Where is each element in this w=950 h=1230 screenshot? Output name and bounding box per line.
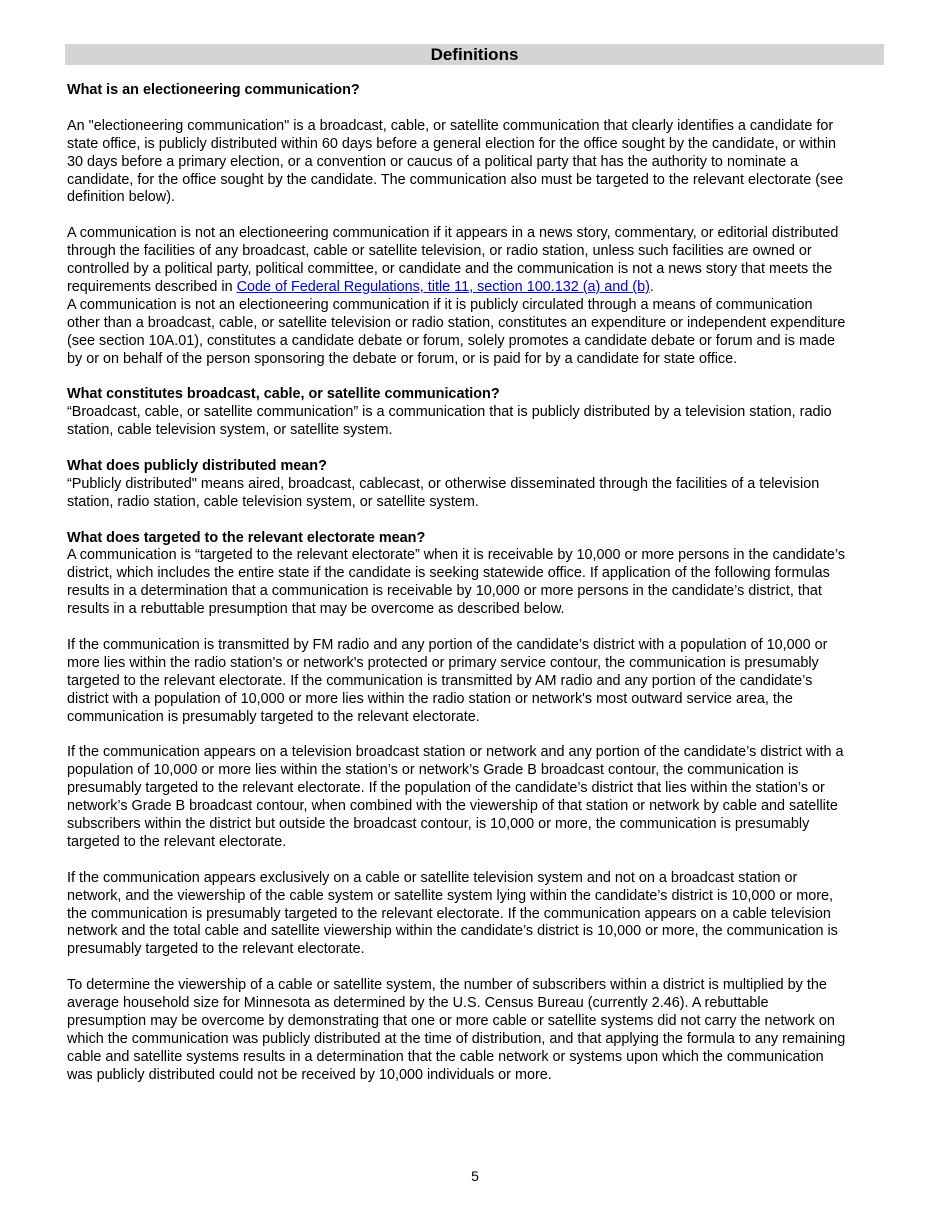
page-title: Definitions bbox=[430, 45, 519, 64]
paragraph-radio-targeting: If the communication is transmitted by FM radio and any portion of the candidate’s district with a population of 10,000 or more lies within the radio station's or network's protected or primary service contour, the communication is presumably targeted to the relevant electorate. If the communication is transmitted by AM radio and any portion of the candidate’s district with a population of 10,000 or more lies within the radio station or network's most outward service area, the communication is presumably targeted to the relevant electorate. bbox=[67, 637, 828, 725]
paragraph-news-exception-end: . bbox=[649, 278, 654, 295]
paragraph-broadcast-definition: “Broadcast, cable, or satellite communication” is a communication that is publicly distributed by a television station, radio station, cable television system, or satellite system. bbox=[67, 404, 832, 439]
question-heading-broadcast: What constitutes broadcast, cable, or satellite communication? bbox=[67, 386, 500, 403]
question-heading-targeted: What does targeted to the relevant electorate mean? bbox=[67, 529, 426, 546]
paragraph-electioneering-definition: An "electioneering communication" is a broadcast, cable, or satellite communication that clearly identifies a candidate for state office, is publicly distributed within 60 days before a general election for the office sought by the candidate, or within 30 days before a primary election, or a convention or caucus of a political party that has the authority to nominate a candidate, for the office sought by the candidate. The communication also must be targeted to the relevant electorate (see definition below). bbox=[67, 117, 844, 206]
paragraph-other-exceptions: A communication is not an electioneering communication if it is publicly circulated through a means of communication other than a broadcast, cable, or satellite television or radio station, constitutes an expenditure or independent expenditure (see section 10A.01), constitutes a candidate debate or forum, solely promotes a candidate debate or forum and is made by or on behalf of the person sponsoring the debate or forum, or is paid for by a candidate for state office. bbox=[67, 296, 846, 367]
paragraph-targeted-definition: A communication is “targeted to the relevant electorate” when it is receivable by 10,000 or more persons in the candidate’s district, which includes the entire state if the candidate is seeking statewide office. If application of the following formulas results in a determination that a communication is receivable by 10,000 or more persons in the candidate’s district, that results in a rebuttable presumption that may be overcome as described below. bbox=[67, 547, 846, 618]
paragraph-television-targeting: If the communication appears on a television broadcast station or network and any portion of the candidate’s district with a population of 10,000 or more lies within the station’s or network’s Grade B broadcast contour, the communication is presumably targeted to the relevant electorate. If the population of the candidate’s district that lies within the station’s or network’s Grade B broadcast contour, when combined with the viewership of that station or network by cable and satellite subscribers within the district but outside the broadcast contour, is 10,000 or more, the communication is presumably targeted to the relevant electorate. bbox=[67, 744, 844, 850]
section-banner bbox=[65, 44, 884, 65]
paragraph-viewership-calculation: To determine the viewership of a cable or satellite system, the number of subscribers within a district is multiplied by the average household size for Minnesota as determined by the U.S. Census Bureau (currently 2.46). A rebuttable presumption may be overcome by demonstrating that one or more cable or satellite systems did not carry the network on which the communication was publicly distributed at the time of distribution, and that applying the formula to any remaining cable and satellite systems results in a determination that the cable network or systems upon which the communication was publicly distributed could not be received by 10,000 individuals or more. bbox=[67, 977, 846, 1083]
paragraph-news-exception bbox=[67, 225, 847, 297]
page-number: 5 bbox=[471, 1168, 479, 1184]
question-heading-publicly-distributed: What does publicly distributed mean? bbox=[67, 457, 327, 474]
paragraph-cable-satellite-targeting: If the communication appears exclusively on a cable or satellite television system and not on a broadcast station or network, and the viewership of the cable system or satellite system lying within the candidate’s district is 10,000 or more, the communication is presumably targeted to the relevant electorate. If the communication appears on a cable television network and the total cable and satellite viewership within the candidate’s district is 10,000 or more, the communication is presumably targeted to the relevant electorate. bbox=[67, 869, 838, 958]
paragraph-news-exception-text: A communication is not an electioneering communication if it appears in a news story, commentary, or editorial distributed through the facilities of any broadcast, cable or satellite television, or radio station, unless such facilities are owned or controlled by a political party, political committee, or candidate and the communication is not a news story that meets the requirements described in bbox=[67, 225, 839, 295]
cfr-link[interactable]: Code of Federal Regulations, title 11, section 100.132 (a) and (b) bbox=[236, 278, 650, 295]
question-heading-electioneering: What is an electioneering communication? bbox=[67, 82, 360, 98]
document-body bbox=[67, 82, 847, 1103]
paragraph-publicly-distributed-definition: “Publicly distributed" means aired, broadcast, cablecast, or otherwise disseminated through the facilities of a television station, radio station, cable television system, or satellite system. bbox=[67, 475, 820, 510]
